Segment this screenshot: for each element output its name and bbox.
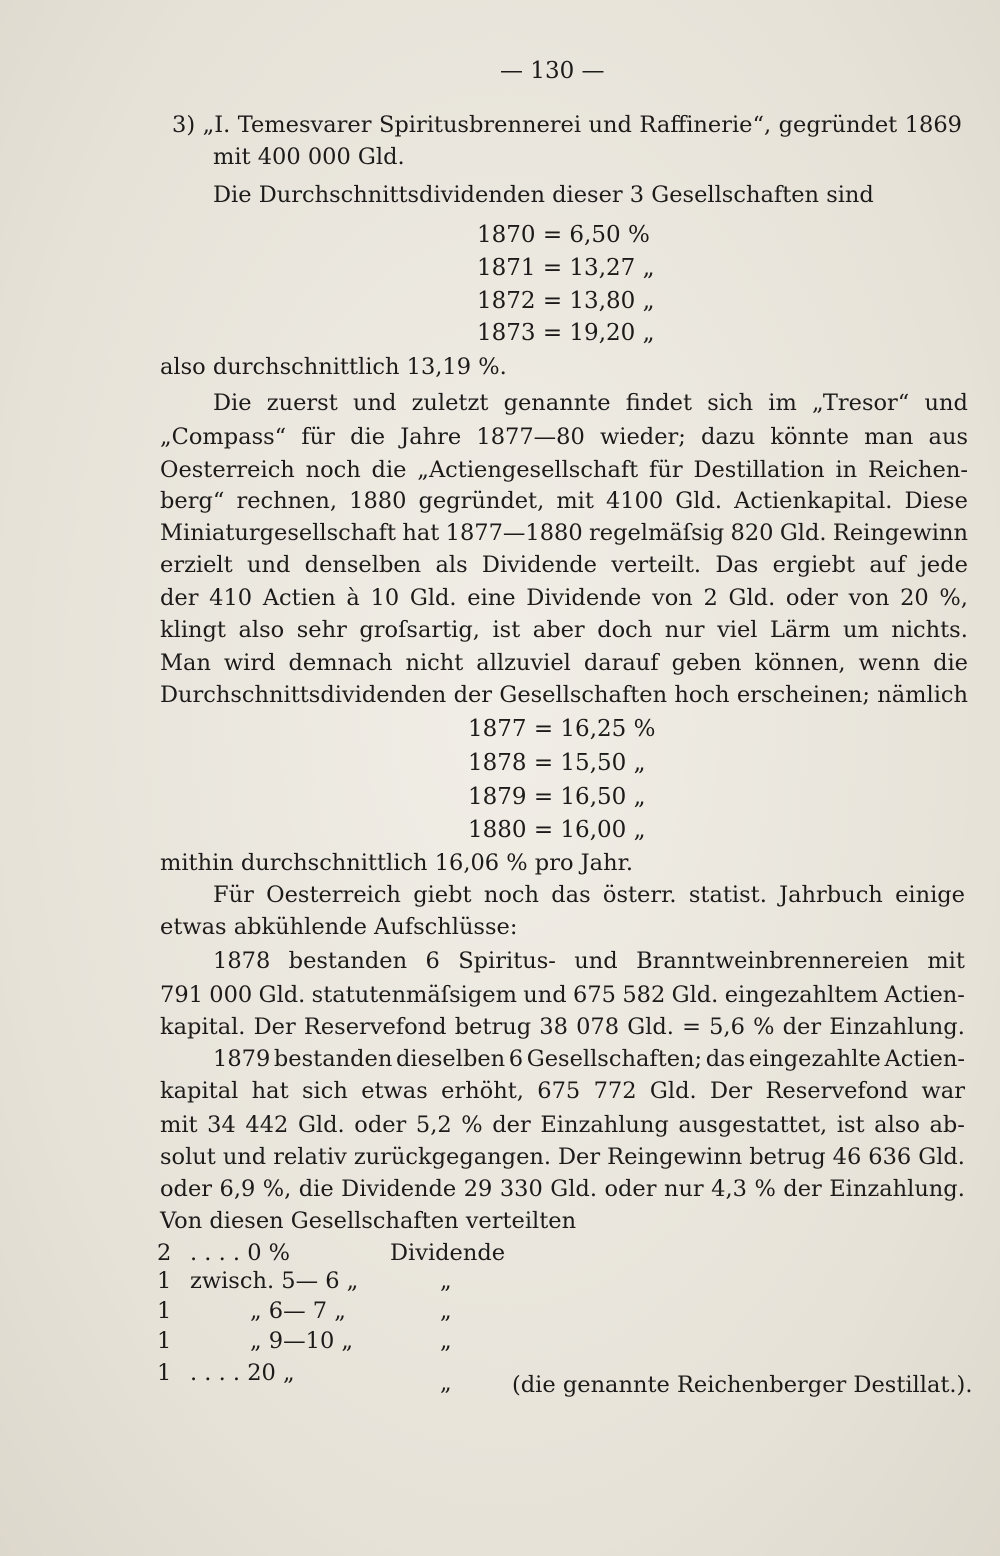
para2-line-5: Miniaturgesellschaft hat 1877—1880 regelmäſsig 820 Gld. Reingewinn [160, 520, 968, 546]
dividend-1871: 1871 = 13,27 „ [477, 255, 655, 281]
para3-line-2: etwas abkühlende Aufschlüsse: [160, 914, 518, 940]
row-range: „ 9—10 „ [250, 1328, 354, 1354]
row-count: 1 [157, 1268, 172, 1294]
para4-line-2: 791 000 Gld. statutenmäſsigem und 675 582 Gld. eingezahltem Actien- [160, 982, 965, 1008]
dividend-1880: 1880 = 16,00 „ [468, 817, 646, 843]
para3-line-1: Für Oesterreich giebt noch das österr. statist. Jahrbuch einige [213, 882, 965, 908]
row-range: . . . . 20 „ [190, 1360, 295, 1386]
dividend-intro: Die Durchschnittsdividenden dieser 3 Gesellschaften sind [213, 182, 874, 208]
dividend-1878: 1878 = 15,50 „ [468, 750, 646, 776]
para4-line-3: kapital. Der Reservefond betrug 38 078 Gld. = 5,6 % der Einzahlung. [160, 1014, 965, 1040]
company-3-line-1: 3) „I. Temesvarer Spiritusbrennerei und Raffinerie“, gegründet 1869 [172, 112, 962, 138]
row-count: 1 [157, 1298, 172, 1324]
para2-line-8: klingt also sehr groſsartig, ist aber doch nur viel Lärm um nichts. [160, 617, 968, 643]
para2-line-4: berg“ rechnen, 1880 gegründet, mit 4100 Gld. Actienkapital. Diese [160, 488, 968, 514]
row-count: 1 [157, 1328, 172, 1354]
row-note: (die genannte Reichenberger Destillat.). [512, 1372, 973, 1398]
para2-line-7: der 410 Actien à 10 Gld. eine Dividende von 2 Gld. oder von 20 %, [160, 585, 968, 611]
para2-line-6: erzielt und denselben als Dividende verteilt. Das ergiebt auf jede [160, 552, 968, 578]
row-range: zwisch. 5— 6 „ [190, 1268, 359, 1294]
row-count: 1 [157, 1360, 172, 1386]
dividend-1872: 1872 = 13,80 „ [477, 288, 655, 314]
dividend-1877: 1877 = 16,25 % [468, 716, 656, 742]
row-unit: „ [440, 1328, 452, 1354]
dividend-1870: 1870 = 6,50 % [477, 222, 650, 248]
dividend-1873: 1873 = 19,20 „ [477, 320, 655, 346]
company-3-line-2: mit 400 000 Gld. [213, 144, 405, 170]
para5-line-5: oder 6,9 %, die Dividende 29 330 Gld. oder nur 4,3 % der Einzahlung. [160, 1176, 965, 1202]
para4-line-1: 1878 bestanden 6 Spiritus- und Branntweinbrennereien mit [213, 948, 965, 974]
dividend-1879: 1879 = 16,50 „ [468, 784, 646, 810]
row-unit: „ [440, 1268, 452, 1294]
row-unit: „ [440, 1370, 452, 1396]
average-2: mithin durchschnittlich 16,06 % pro Jahr. [160, 850, 634, 876]
row-range: . . . . 0 % [190, 1240, 291, 1266]
page-number: — 130 — [500, 58, 605, 84]
para5-line-6: Von diesen Gesellschaften verteilten [160, 1208, 577, 1234]
para5-line-1: 1879 bestanden dieselben 6 Gesellschaften; das eingezahlte Actien- [213, 1046, 965, 1072]
para2-line-2: „Compass“ für die Jahre 1877—80 wieder; dazu könnte man aus [160, 424, 968, 450]
average-1: also durchschnittlich 13,19 %. [160, 354, 507, 380]
row-count: 2 [157, 1240, 172, 1266]
para2-line-9: Man wird demnach nicht allzuviel darauf geben können, wenn die [160, 650, 968, 676]
row-unit: „ [440, 1298, 452, 1324]
para5-line-2: kapital hat sich etwas erhöht, 675 772 Gld. Der Reservefond war [160, 1078, 965, 1104]
para2-line-1: Die zuerst und zuletzt genannte findet sich im „Tresor“ und [213, 390, 968, 416]
para5-line-4: solut und relativ zurückgegangen. Der Reingewinn betrug 46 636 Gld. [160, 1144, 965, 1170]
row-unit: Dividende [390, 1240, 506, 1266]
row-range: „ 6— 7 „ [250, 1298, 346, 1324]
para5-line-3: mit 34 442 Gld. oder 5,2 % der Einzahlung ausgestattet, ist also ab- [160, 1112, 965, 1138]
para2-line-10: Durchschnittsdividenden der Gesellschaften hoch erscheinen; nämlich [160, 682, 968, 708]
para2-line-3: Oesterreich noch die „Actiengesellschaft für Destillation in Reichen- [160, 457, 968, 483]
